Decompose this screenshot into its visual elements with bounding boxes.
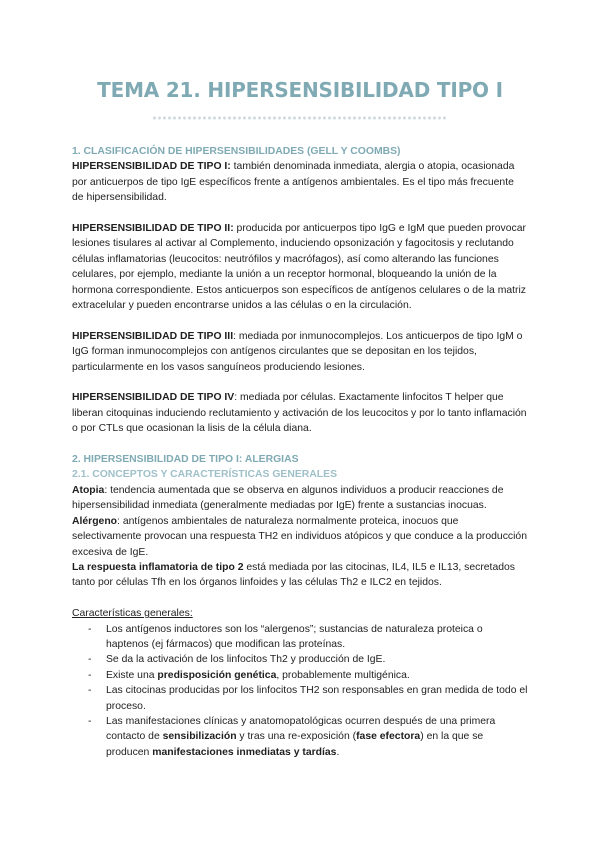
tipo-4-text: : mediada por células. Exactamente linfocitos T helper que liberan citoquinas induciendo reclutamiento y activación de los leucocitos y por lo tanto inflamación o por CTLs que ocasionan la lisis de la célula diana. <box>72 392 527 435</box>
spacer <box>72 313 528 328</box>
section-2-1-heading: 2.1. CONCEPTOS Y CARACTERÍSTICAS GENERALES <box>72 469 338 481</box>
caracteristicas-title: Características generales: <box>72 608 193 620</box>
tipo-1-text: también denominada inmediata, alergia o atopia, ocasionada por anticuerpos de tipo IgE específicos frente a antígenos ambientales. Es el tipo más frecuente de hipersensibilidad. <box>72 161 515 204</box>
paragraph-atopia <box>72 483 528 514</box>
tipo-3-text: : mediada por inmunocomplejos. Los anticuerpos de tipo IgM o IgG forman inmunocomplejos con antígenos circulantes que se depositan en los tejidos, particularmente en los vasos sanguíneos produciendo lesiones. <box>72 330 523 373</box>
list-item-text: Existe una <box>106 669 158 681</box>
spacer <box>72 375 528 390</box>
paragraph-alergeno <box>72 514 528 560</box>
paragraph-tipo-2 <box>72 221 528 313</box>
tipo-2-text: producida por anticuerpos tipo IgG e IgM que pueden provocar lesiones tisulares al activar al Complemento, induciendo opsonización y fagocitosis y reclutando células inflamatorias (leucocitos: neutrófilos y macrófagos), así como alterando las funciones celulares, por ejemplo, mediante la unión a un receptor hormonal, bloqueando la unión de la hormona correspondiente. Estos anticuerpos son específicos de antígenos celulares o de la matriz extracelular y pueden encontrarse unidos a las células o en la circulación. <box>72 223 526 312</box>
alergeno-label: Alérgeno <box>72 515 118 527</box>
caracteristicas-list <box>72 622 528 761</box>
respuesta-label: La respuesta inflamatoria de tipo 2 <box>72 561 244 573</box>
list-item-text: Las manifestaciones clínicas y anatomopatológicas ocurren después de una primera contacto de <box>106 715 496 743</box>
tipo-1-label: HIPERSENSIBILIDAD DE TIPO I: <box>72 161 231 173</box>
spacer <box>72 437 528 452</box>
paragraph-tipo-3 <box>72 329 528 375</box>
spacer <box>72 591 528 606</box>
respuesta-text: está mediada por las citocinas, IL4, IL5 e IL13, secretados tanto por células Tfh en los órganos linfoides y las células Th2 e ILC2 en tejidos. <box>72 561 515 589</box>
tipo-4-label: HIPERSENSIBILIDAD DE TIPO IV <box>72 392 235 404</box>
list-item: - Se da la activación de los linfocitos Th2 y producción de IgE. <box>106 652 528 667</box>
list-item-emphasis: fase efectora <box>356 731 421 743</box>
atopia-label: Atopia <box>72 484 105 496</box>
list-item-emphasis: sensibilización <box>162 731 237 743</box>
tipo-2-label: HIPERSENSIBILIDAD DE TIPO II: <box>72 223 234 235</box>
list-item <box>106 714 528 760</box>
dotted-divider <box>152 116 448 120</box>
paragraph-tipo-1 <box>72 159 528 205</box>
list-item-text: y tras una re-exposición ( <box>236 731 357 743</box>
list-item <box>106 668 528 683</box>
atopia-text: : tendencia aumentada que se observa en algunos individuos a producir reacciones de hipersensibilidad inmediata (generalmente mediadas por IgE) frente a sustancias inocuas. <box>72 484 504 512</box>
list-item-emphasis: predisposición genética <box>157 669 277 681</box>
list-item-text: ) en la que se producen <box>106 731 484 758</box>
section-1-heading: 1. CLASIFICACIÓN DE HIPERSENSIBILIDADES (GELL Y COOMBS) <box>72 146 401 157</box>
list-item-text: , probablemente multigénica. <box>276 669 410 681</box>
paragraph-tipo-4 <box>72 390 528 436</box>
list-item-text: . <box>336 746 340 758</box>
section-2-heading: 2. HIPERSENSIBILIDAD DE TIPO I: ALERGIAS <box>72 454 299 466</box>
paragraph-respuesta <box>72 560 528 591</box>
page-title: TEMA 21. HIPERSENSIBILIDAD TIPO I <box>97 78 503 102</box>
tipo-3-label: HIPERSENSIBILIDAD DE TIPO III <box>72 330 234 342</box>
list-item-emphasis: manifestaciones inmediatas y tardías <box>152 746 337 758</box>
spacer <box>72 206 528 221</box>
alergeno-text: : antígenos ambientales de naturaleza normalmente proteica, inocuos que selectivamente provocan una respuesta TH2 en individuos atópicos y que conduce a la producción excesiva de IgE. <box>72 515 527 558</box>
list-item: - Los antígenos inductores son los “alergenos”; sustancias de naturaleza proteica o haptenos (ej fármacos) que modifican las proteínas. <box>106 622 528 653</box>
document-body <box>72 144 528 760</box>
list-item: - Las citocinas producidas por los linfocitos TH2 son responsables en gran medida de todo el proceso. <box>106 683 528 714</box>
